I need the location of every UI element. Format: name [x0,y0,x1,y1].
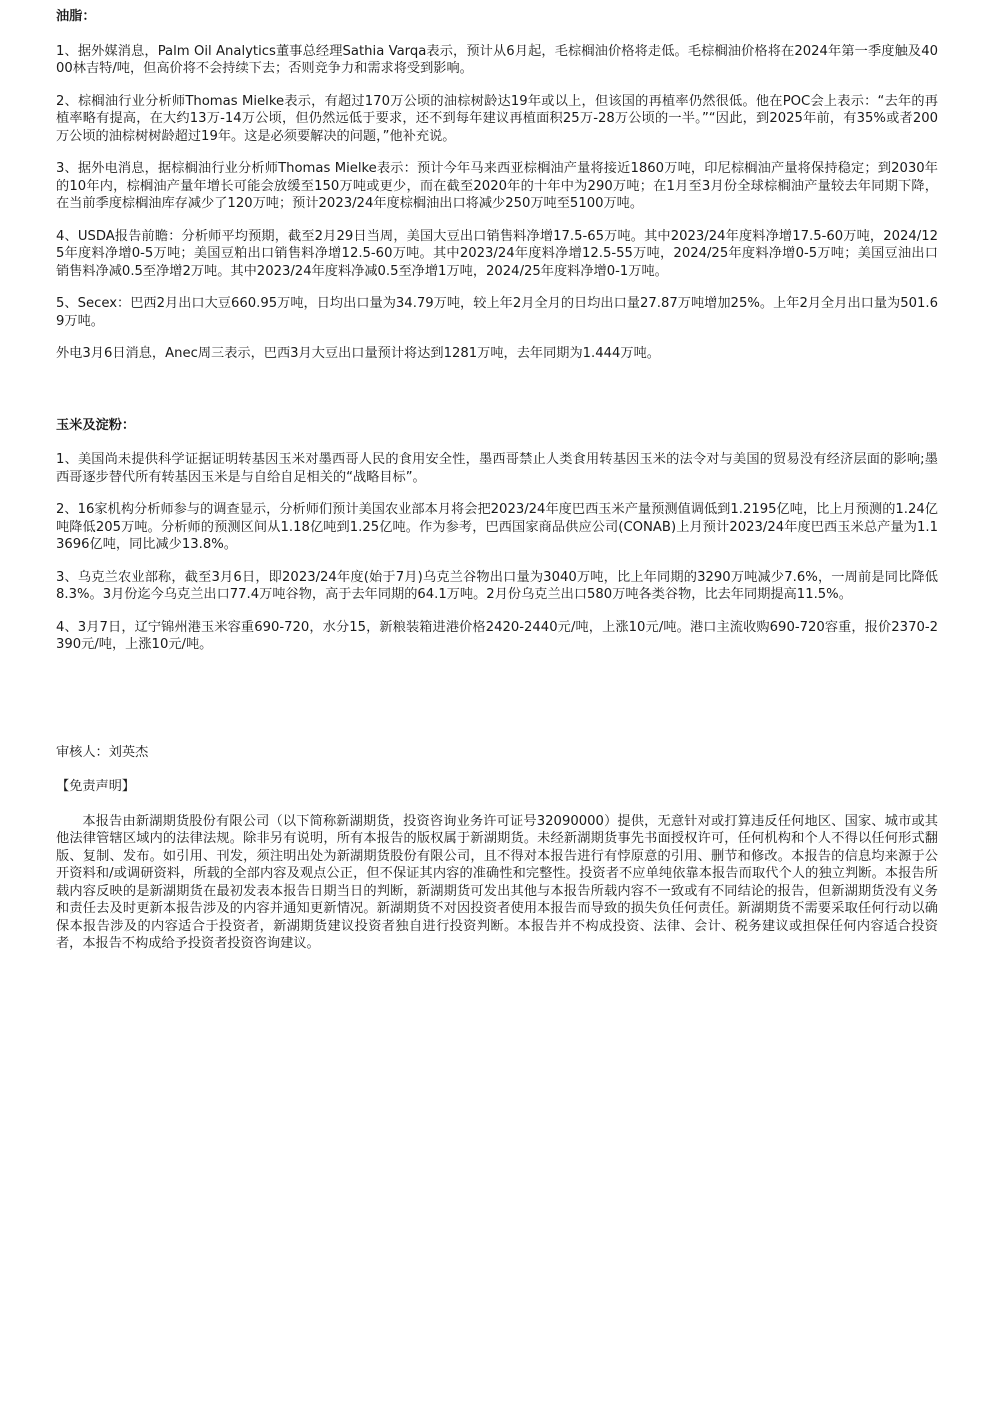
report-page [56,8,938,953]
oils-paragraph-3: 3、据外电消息，据棕榈油行业分析师Thomas Mielke表示：预计今年马来西亚棕榈油产量将接近1860万吨，印尼棕榈油产量将保持稳定；到2030年的10年内，棕榈油产量年增长可能会放缓至150万吨或更少，而在截至2020年的十年中为290万吨；在1月至3月份全球棕榈油产量较去年同期下降，在当前季度棕榈油库存减少了120万吨；预计2023/24年度棕榈油出口将减少250万吨至5100万吨。 [56,161,938,211]
oils-section-title: 油脂： [56,9,96,24]
oils-paragraph-5: 5、Secex：巴西2月出口大豆660.95万吨，日均出口量为34.79万吨，较上年2月全月的日均出口量27.87万吨增加25%。上年2月全月出口量为501.69万吨。 [56,296,938,329]
section-spacer [56,378,938,417]
corn-paragraph-2: 2、16家机构分析师参与的调查显示，分析师们预计美国农业部本月将会把2023/24年度巴西玉米产量预测值调低到1.2195亿吨，比上月预测的1.24亿吨降低205万吨。分析师的预测区间从1.18亿吨到1.25亿吨。作为参考，巴西国家商品供应公司(CONAB)上月预计2023/24年度巴西玉米总产量为1.13696亿吨，同比减少13.8%。 [56,502,938,552]
reviewer-line: 审核人：刘英杰 [56,744,149,760]
section-spacer [56,669,938,744]
corn-paragraph-1: 1、美国尚未提供科学证据证明转基因玉米对墨西哥人民的食用安全性，墨西哥禁止人类食用转基因玉米的法令对与美国的贸易没有经济层面的影响;墨西哥逐步替代所有转基因玉米是与自给自足相关的“战略目标”。 [56,452,938,485]
oils-paragraph-1: 1、据外媒消息，Palm Oil Analytics董事总经理Sathia Varqa表示，预计从6月起，毛棕榈油价格将走低。毛棕榈油价格将在2024年第一季度触及4000林吉特/吨，但高价将不会持续下去；否则竞争力和需求将受到影响。 [56,43,938,76]
oils-paragraph-4: 4、USDA报告前瞻：分析师平均预期，截至2月29日当周，美国大豆出口销售料净增17.5-65万吨。其中2023/24年度料净增17.5-60万吨，2024/125年度料净增0-5万吨；美国豆粕出口销售料净增12.5-60万吨。其中2023/24年度料净增12.5-55万吨，2024/25年度料净增0-5万吨；美国豆油出口销售料净减0.5至净增2万吨。其中2023/24年度料净减0.5至净增1万吨，2024/25年度料净增0-1万吨。 [56,228,938,279]
oils-paragraph-6: 外电3月6日消息，Anec周三表示，巴西3月大豆出口量预计将达到1281万吨，去年同期为1.444万吨。 [56,346,660,361]
corn-section-title: 玉米及淀粉： [56,417,136,433]
oils-paragraph-2: 2、棕榈油行业分析师Thomas Mielke表示，有超过170万公顷的油棕树龄达19年或以上，但该国的再植率仍然很低。他在POC会上表示：“去年的再植率略有提高，在大约13万-14万公顷，但仍然远低于要求，还不到每年建议再植面积25万-28万公顷的一半。”“因此，到2025年前，有35%或者200万公顷的油棕树树龄超过19年。这是必须要解决的问题，”他补充说。 [56,93,938,144]
corn-paragraph-4: 4、3月7日，辽宁锦州港玉米容重690-720，水分15，新粮装箱进港价格2420-2440元/吨，上涨10元/吨。港口主流收购690-720容重，报价2370-2390元/吨，上涨10元/吨。 [56,619,938,652]
disclaimer-body: 本报告由新湖期货股份有限公司（以下简称新湖期货，投资咨询业务许可证号32090000）提供，无意针对或打算违反任何地区、国家、城市或其他法律管辖区域内的法律法规。除非另有说明，所有本报告的版权属于新湖期货。未经新湖期货事先书面授权许可，任何机构和个人不得以任何形式翻版、复制、发布。如引用、刊发，须注明出处为新湖期货股份有限公司，且不得对本报告进行有悖原意的引用、删节和修改。本报告的信息均来源于公开资料和/或调研资料，所载的全部内容及观点公正，但不保证其内容的准确性和完整性。投资者不应单纯依靠本报告而取代个人的独立判断。本报告所载内容反映的是新湖期货在最初发表本报告日期当日的判断，新湖期货可发出其他与本报告所载内容不一致或有不同结论的报告，但新湖期货没有义务和责任去及时更新本报告涉及的内容并通知更新情况。新湖期货不对因投资者使用本报告而导致的损失负任何责任。新湖期货不需要采取任何行动以确保本报告涉及的内容适合于投资者，新湖期货建议投资者独自进行投资判断。本报告并不构成投资、法律、会计、税务建议或担保任何内容适合投资者，本报告不构成给予投资者投资咨询建议。 [56,813,938,951]
disclaimer-title: 【免责声明】 [56,779,136,794]
corn-paragraph-3: 3、乌克兰农业部称，截至3月6日，即2023/24年度(始于7月)乌克兰谷物出口量为3040万吨，比上年同期的3290万吨减少7.6%，一周前是同比降低8.3%。3月份迄今乌克兰出口77.4万吨谷物，高于去年同期的64.1万吨。2月份乌克兰出口580万吨各类谷物，比去年同期提高11.5%。 [56,569,938,602]
